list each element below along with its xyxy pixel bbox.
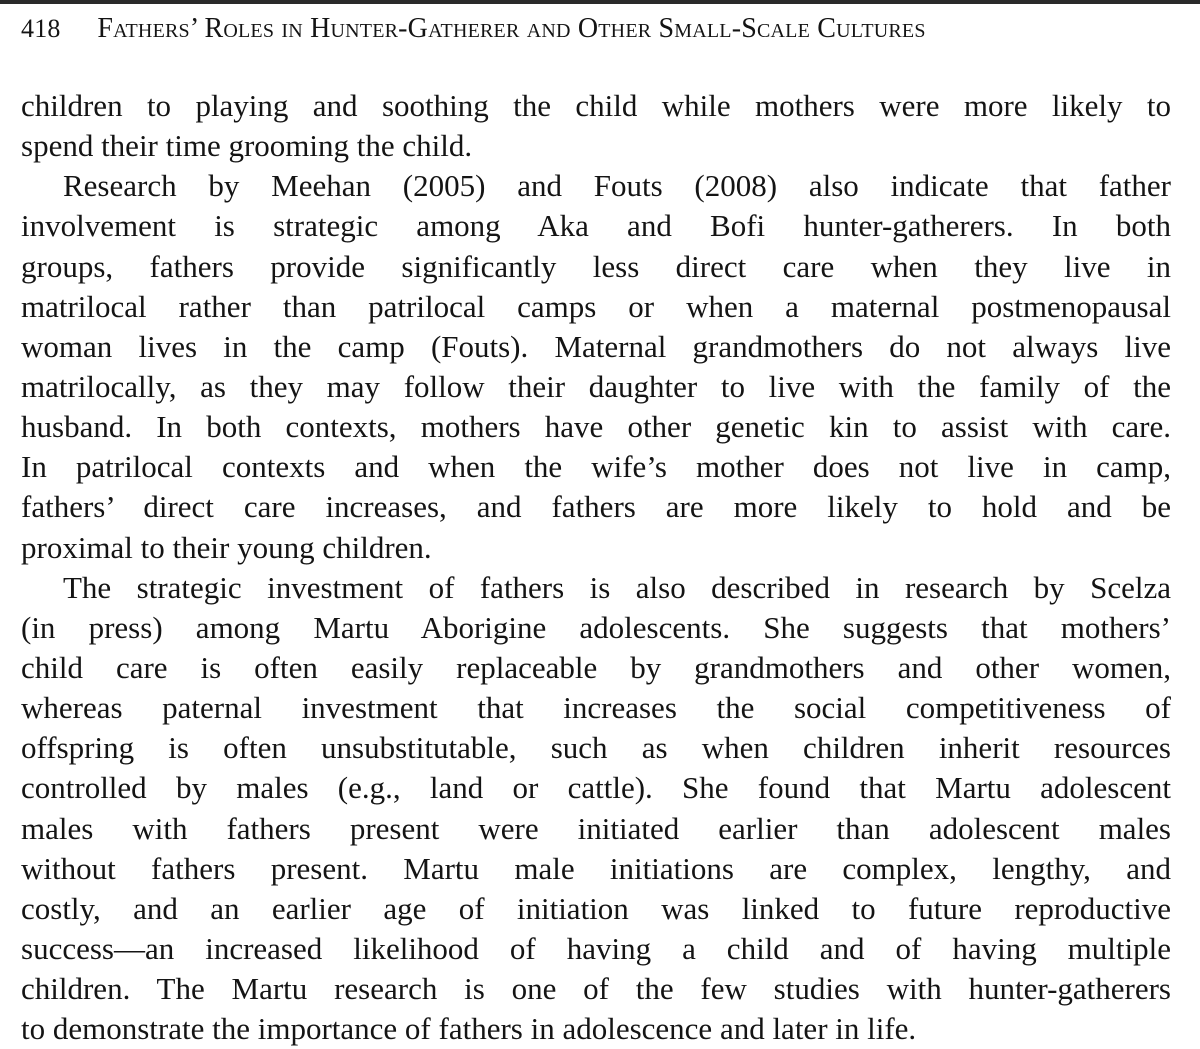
text-line: matrilocally, as they may follow their daughter to live with the family of the [21,368,1171,404]
text-line: costly, and an earlier age of initiation was linked to future reproductive [21,890,1171,926]
text-line: spend their time grooming the child. [21,128,473,164]
text-line: fathers’ direct care increases, and fathers are more likely to hold and be [21,489,1171,525]
text-line: The strategic investment of fathers is also described in research by Scelza [63,569,1171,605]
text-line: matrilocal rather than patrilocal camps or when a maternal postmenopausal [21,288,1171,324]
text-line: woman lives in the camp (Fouts). Maternal grandmothers do not always live [21,328,1171,364]
top-edge-rule [0,0,1200,4]
text-line: to demonstrate the importance of fathers in adolescence and later in life. [21,1011,917,1047]
text-line: involvement is strategic among Aka and Bofi hunter-gatherers. In both [21,208,1171,244]
text-line: whereas paternal investment that increases the social competitiveness of [21,690,1171,726]
text-line: child care is often easily replaceable by grandmothers and other women, [21,649,1171,685]
text-line: success—an increased likelihood of having a child and of having multiple [21,930,1171,966]
text-line: In patrilocal contexts and when the wife’s mother does not live in camp, [21,449,1171,485]
text-line: without fathers present. Martu male initiations are complex, lengthy, and [21,850,1171,886]
text-line: proximal to their young children. [21,529,432,565]
text-line: groups, fathers provide significantly less direct care when they live in [21,248,1171,284]
text-line: (in press) among Martu Aborigine adolescents. She suggests that mothers’ [21,609,1171,645]
text-line: Research by Meehan (2005) and Fouts (2008) also indicate that father [63,168,1171,204]
text-line: husband. In both contexts, mothers have other genetic kin to assist with care. [21,409,1171,445]
body-text [21,86,1171,1049]
running-head-title: Fathers’ Roles in Hunter-Gatherer and Other Small-Scale Cultures [97,13,926,44]
text-line: children to playing and soothing the child while mothers were more likely to [21,88,1171,123]
text-line: children. The Martu research is one of the few studies with hunter-gatherers [21,971,1171,1007]
text-line: males with fathers present were initiated earlier than adolescent males [21,810,1171,846]
text-line: controlled by males (e.g., land or cattle). She found that Martu adolescent [21,770,1171,806]
running-head [21,12,926,46]
text-line: offspring is often unsubstitutable, such as when children inherit resources [21,730,1171,766]
page-number: 418 [21,14,61,43]
